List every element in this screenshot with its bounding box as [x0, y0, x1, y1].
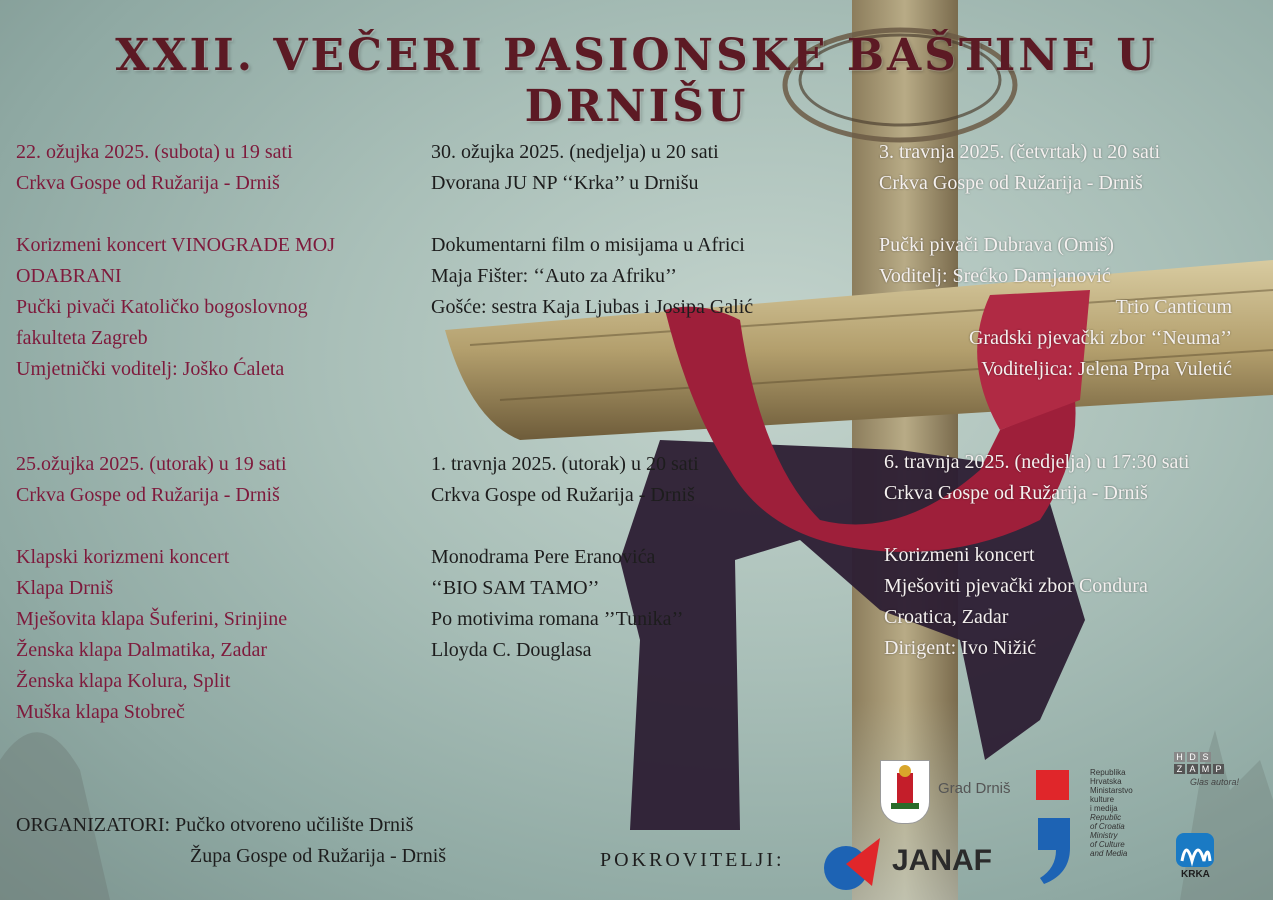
- event-line: Klapa Drniš: [16, 577, 114, 599]
- ministry-text-line: Republic: [1090, 813, 1122, 822]
- hds-letter: D: [1187, 752, 1198, 762]
- hds-letter: Z: [1174, 764, 1185, 774]
- event-3: [879, 137, 1160, 292]
- organizers-label: ORGANIZATORI:: [16, 814, 171, 836]
- hds-letter: A: [1187, 764, 1198, 774]
- event-line: Muška klapa Stobreč: [16, 701, 185, 723]
- event-line: fakulteta Zagreb: [16, 327, 148, 349]
- event-line: Gradski pjevački zbor ‘‘Neuma’’: [968, 327, 1232, 349]
- hds-zamp-logo: [1160, 752, 1240, 787]
- event-line: Mješovita klapa Šuferini, Srinjine: [16, 608, 288, 630]
- event-venue: Crkva Gospe od Ružarija - Drniš: [879, 172, 1143, 194]
- event-line: Pučki pivači Katoličko bogoslovnog: [16, 296, 308, 318]
- event-line: Mješoviti pjevački zbor Condura: [884, 575, 1148, 597]
- event-venue: Dvorana JU NP ‘‘Krka’’ u Drnišu: [431, 172, 699, 194]
- event-date: 6. travnja 2025. (nedjelja) u 17:30 sati: [884, 451, 1190, 473]
- event-line: Korizmeni koncert: [884, 544, 1035, 566]
- hds-letter: H: [1174, 752, 1185, 762]
- grad-drnis-crest-icon: [880, 760, 930, 824]
- event-line: Voditeljica: Jelena Prpa Vuletić: [981, 358, 1232, 380]
- event-date: 25.ožujka 2025. (utorak) u 19 sati: [16, 453, 287, 475]
- ministry-square-icon: [1036, 770, 1069, 800]
- ministry-comma-icon: [1034, 818, 1074, 884]
- event-line: Korizmeni koncert VINOGRADE MOJ: [16, 234, 336, 256]
- event-line: Ženska klapa Kolura, Split: [16, 670, 231, 692]
- event-line: Lloyda C. Douglasa: [431, 639, 592, 661]
- event-date: 22. ožujka 2025. (subota) u 19 sati: [16, 141, 293, 163]
- organizer-1: Pučko otvoreno učilište Drniš: [175, 814, 414, 836]
- ministry-text-line: and Media: [1090, 849, 1128, 858]
- event-line: Dirigent: Ivo Nižić: [884, 637, 1037, 659]
- ministry-text: [1090, 768, 1133, 858]
- event-line: Ženska klapa Dalmatika, Zadar: [16, 639, 267, 661]
- hds-letter: P: [1213, 764, 1224, 774]
- event-line: Gošće: sestra Kaja Ljubas i Josipa Galić: [431, 296, 754, 318]
- event-date: 1. travnja 2025. (utorak) u 20 sati: [431, 453, 699, 475]
- event-date: 3. travnja 2025. (četvrtak) u 20 sati: [879, 141, 1161, 163]
- ministry-text-line: i medija: [1090, 804, 1118, 813]
- organizers: [16, 810, 446, 872]
- event-line: Po motivima romana ’’Tunika’’: [431, 608, 684, 630]
- ministry-text-line: of Culture: [1090, 840, 1125, 849]
- event-line: Umjetnički voditelj: Joško Ćaleta: [16, 358, 285, 380]
- event-line: ‘‘BIO SAM TAMO’’: [431, 577, 600, 599]
- event-5: [431, 449, 699, 666]
- event-venue: Crkva Gospe od Ružarija - Drniš: [431, 484, 695, 506]
- event-1: [16, 137, 335, 385]
- ministry-text-line: Ministarstvo: [1090, 786, 1133, 795]
- hds-tagline: Glas autora!: [1190, 777, 1240, 787]
- event-6: [884, 447, 1189, 664]
- sponsors-label: POKROVITELJI:: [600, 849, 785, 871]
- event-line: Klapski korizmeni koncert: [16, 546, 230, 568]
- event-line: Voditelj: Srećko Damjanović: [879, 265, 1111, 287]
- event-line: Trio Canticum: [1115, 296, 1232, 318]
- krka-logo-icon: [1176, 833, 1214, 867]
- page-title: XXII. VEČERI PASIONSKE BAŠTINE U DRNIŠU: [115, 30, 1158, 132]
- event-line: ODABRANI: [16, 265, 122, 287]
- krka-label: KRKA: [1181, 869, 1210, 880]
- event-venue: Crkva Gospe od Ružarija - Drniš: [16, 484, 280, 506]
- event-line: Monodrama Pere Eranovića: [431, 546, 656, 568]
- organizer-2: Župa Gospe od Ružarija - Drniš: [190, 845, 447, 867]
- event-line: Pučki pivači Dubrava (Omiš): [879, 234, 1114, 256]
- ministry-text-line: Republika: [1090, 768, 1126, 777]
- event-venue: Crkva Gospe od Ružarija - Drniš: [16, 172, 280, 194]
- hds-letter: M: [1201, 764, 1210, 774]
- event-2: [431, 137, 753, 323]
- event-line: Dokumentarni film o misijama u Africi: [431, 234, 745, 256]
- grad-drnis-label: Grad Drniš: [938, 780, 1011, 797]
- event-line: Croatica, Zadar: [884, 606, 1009, 628]
- event-4: [16, 449, 287, 728]
- ministry-text-line: of Croatia: [1090, 822, 1125, 831]
- ministry-text-line: kulture: [1090, 795, 1115, 804]
- ministry-text-line: Hrvatska: [1090, 777, 1122, 786]
- event-date: 30. ožujka 2025. (nedjelja) u 20 sati: [431, 141, 719, 163]
- event-line: Maja Fišter: ‘‘Auto za Afriku’’: [431, 265, 677, 287]
- hds-letter: S: [1200, 752, 1211, 762]
- janaf-logo-icon: [822, 834, 884, 892]
- event-3-right-lines: [969, 292, 1232, 385]
- janaf-label: JANAF: [892, 844, 993, 877]
- ministry-text-line: Ministry: [1090, 831, 1118, 840]
- event-venue: Crkva Gospe od Ružarija - Drniš: [884, 482, 1148, 504]
